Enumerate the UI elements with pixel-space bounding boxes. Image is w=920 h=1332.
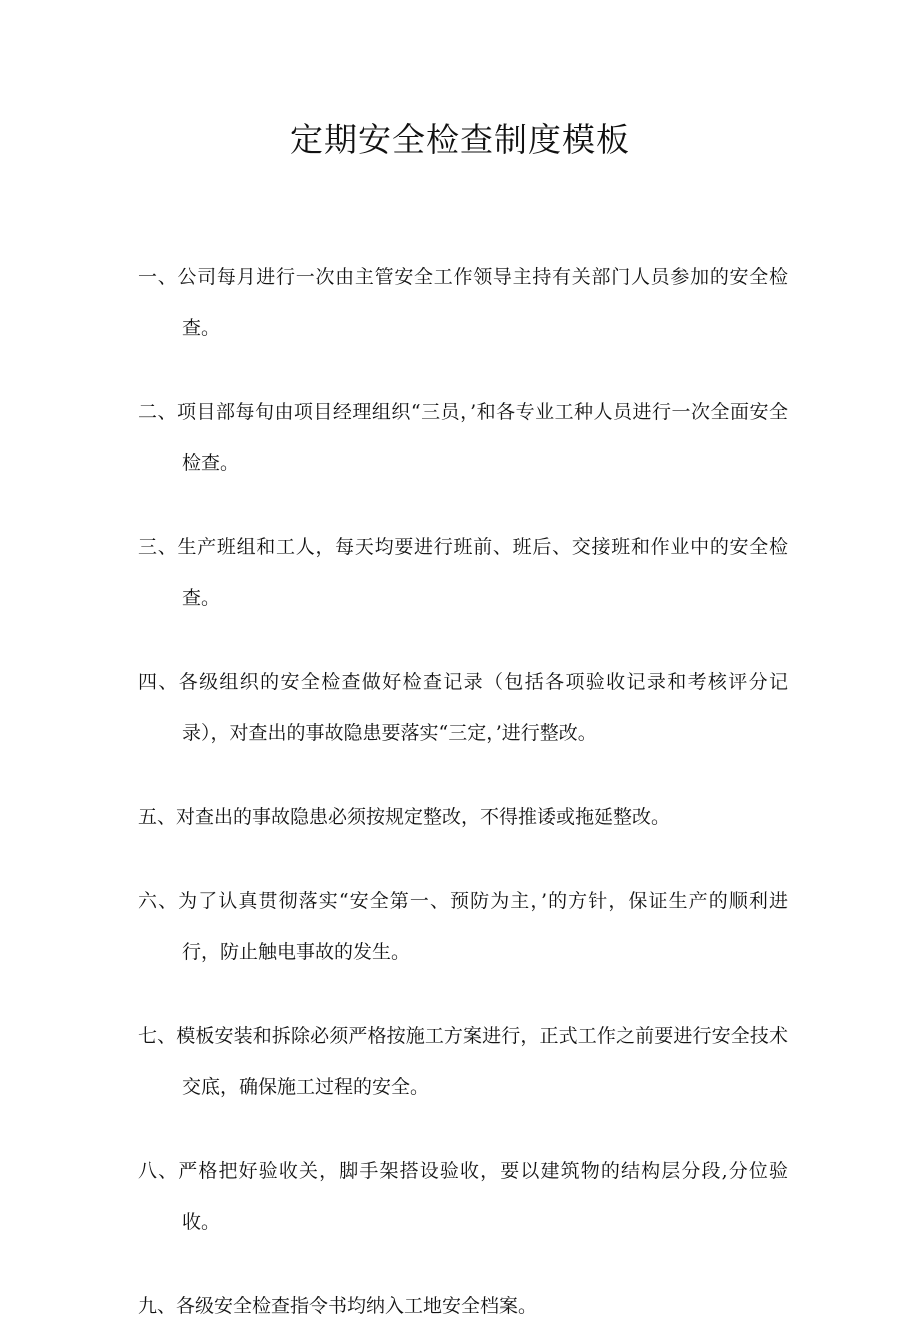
clause-text: 对查出的事故隐患必须按规定整改，不得推诿或拖延整改。 [176,806,671,828]
clause-item [138,876,788,978]
clause-text: 模板安装和拆除必须严格按施工方案进行，正式工作之前要进行安全技术交底，确保施工过程的安全。 [176,1025,788,1098]
clause-text: 各级组织的安全检查做好检查记录（包括各项验收记录和考核评分记录），对查出的事故隐患要落实“三定，’进行整改。 [178,671,788,744]
clause-text: 各级安全检查指令书均纳入工地安全档案。 [176,1295,538,1317]
clause-item [138,1011,788,1113]
clause-text: 严格把好验收关，脚手架搭设验收，要以建筑物的结构层分段,分位验收。 [178,1160,788,1233]
clause-number: 五、 [138,806,177,828]
clause-number: 一、 [138,266,178,288]
clause-item [138,792,788,843]
clause-item [138,657,788,759]
clause-text: 项目部每旬由项目经理组织“三员，’和各专业工种人员进行一次全面安全检查。 [176,401,788,474]
clause-number: 八、 [138,1160,179,1182]
clause-item [138,1281,788,1332]
clause-number: 四、 [138,671,179,693]
clause-item [138,387,788,489]
clause-text: 公司每月进行一次由主管安全工作领导主持有关部门人员参加的安全检查。 [177,266,788,339]
clause-item [138,1146,788,1248]
clause-list [138,252,788,1332]
clause-item [138,522,788,624]
clause-number: 三、 [138,536,178,558]
clause-text: 为了认真贯彻落实“安全第一、预防为主，’的方针，保证生产的顺利进行，防止触电事故的发生。 [178,890,788,963]
clause-number: 六、 [138,890,179,912]
clause-item [138,252,788,354]
document-title: 定期安全检查制度模板 [290,120,630,159]
clause-number: 九、 [138,1295,177,1317]
clause-text: 生产班组和工人，每天均要进行班前、班后、交接班和作业中的安全检查。 [177,536,788,609]
clause-number: 七、 [138,1025,177,1047]
clause-number: 二、 [138,401,177,423]
